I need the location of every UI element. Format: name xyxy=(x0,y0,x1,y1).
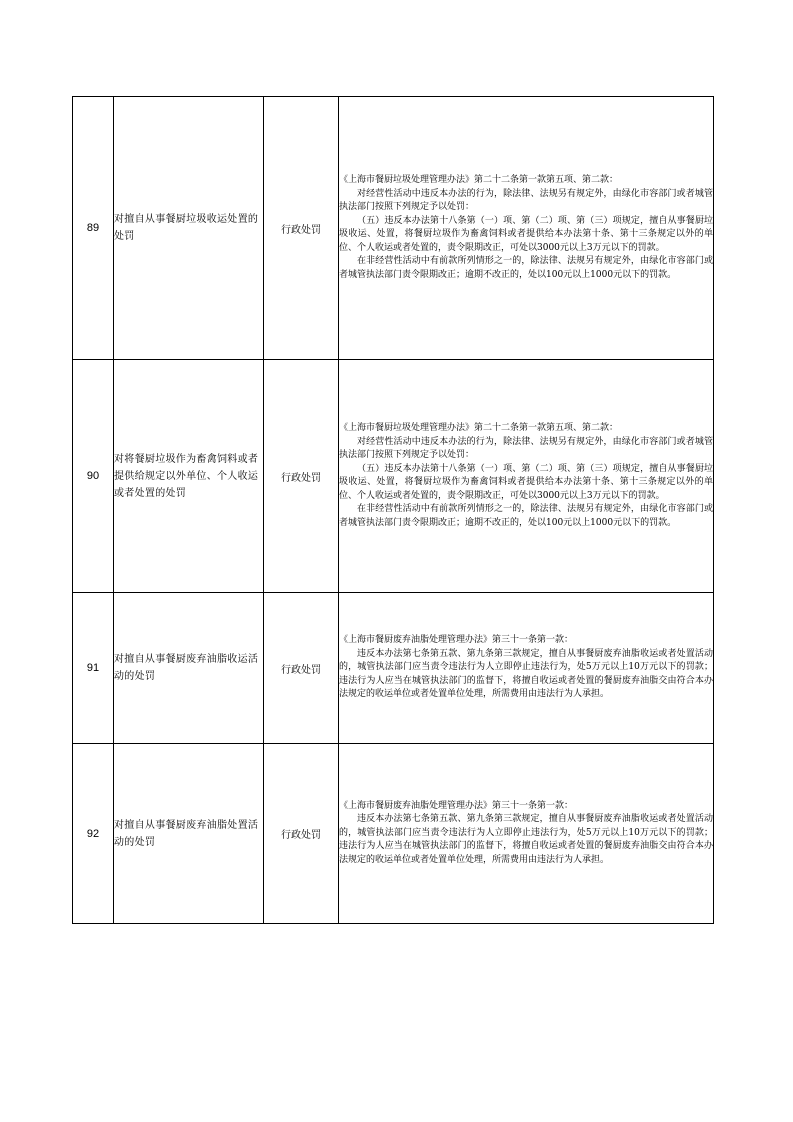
legal-basis xyxy=(339,744,714,924)
legal-basis xyxy=(339,97,714,360)
row-number: 92 xyxy=(73,744,114,924)
row-number: 91 xyxy=(73,593,114,744)
basis-paragraph: 在非经营性活动中有前款所列情形之一的，除法律、法规另有规定外，由绿化市容部门或者城管执法部门责令限期改正；逾期不改正的，处以100元以上1000元以下的罚款。 xyxy=(339,504,713,528)
basis-paragraph: （五）违反本办法第十八条第（一）项、第（二）项、第（三）项规定，擅自从事餐厨垃圾收运、处置，将餐厨垃圾作为畜禽饲料或者提供给本办法第十条、第十三条规定以外的单位、个人收运或者处置的，责令限期改正，可处以3000元以上3万元以下的罚款。 xyxy=(339,463,713,501)
basis-paragraph: 对经营性活动中违反本办法的行为，除法律、法规另有规定外，由绿化市容部门或者城管执法部门按照下列规定予以处罚： xyxy=(339,188,713,212)
basis-paragraph: 对经营性活动中违反本办法的行为，除法律、法规另有规定外，由绿化市容部门或者城管执法部门按照下列规定予以处罚： xyxy=(339,436,713,460)
legal-basis xyxy=(339,593,714,744)
item-name: 对擅自从事餐厨垃圾收运处置的处罚 xyxy=(114,97,264,360)
item-name: 对将餐厨垃圾作为畜禽饲料或者提供给规定以外单位、个人收运或者处置的处罚 xyxy=(114,360,264,593)
item-type: 行政处罚 xyxy=(264,97,339,360)
basis-title: 《上海市餐厨废弃油脂处理管理办法》第三十一条第一款： xyxy=(339,800,574,811)
table-row xyxy=(73,593,714,744)
legal-basis xyxy=(339,360,714,593)
item-type: 行政处罚 xyxy=(264,593,339,744)
basis-paragraph: 违反本办法第七条第五款、第九条第三款规定，擅自从事餐厨废弃油脂收运或者处置活动的，城管执法部门应当责令违法行为人立即停止违法行为，处5万元以上10万元以下的罚款；违法行为人应当在城管执法部门的监督下，将擅自收运或者处置的餐厨废弃油脂交由符合本办法规定的收运单位或者处置单位处理，所需费用由违法行为人承担。 xyxy=(339,648,713,700)
item-name: 对擅自从事餐厨废弃油脂收运活动的处罚 xyxy=(114,593,264,744)
table-row xyxy=(73,97,714,360)
basis-paragraph: 违反本办法第七条第五款、第九条第三款规定，擅自从事餐厨废弃油脂收运或者处置活动的，城管执法部门应当责令违法行为人立即停止违法行为，处5万元以上10万元以下的罚款；违法行为人应当在城管执法部门的监督下，将擅自收运或者处置的餐厨废弃油脂交由符合本办法规定的收运单位或者处置单位处理，所需费用由违法行为人承担。 xyxy=(339,814,713,865)
item-type: 行政处罚 xyxy=(264,360,339,593)
row-number: 90 xyxy=(73,360,114,593)
item-name: 对擅自从事餐厨废弃油脂处置活动的处罚 xyxy=(114,744,264,924)
basis-title: 《上海市餐厨垃圾处理管理办法》第二十二条第一款第五项、第二款： xyxy=(339,175,619,185)
basis-title: 《上海市餐厨废弃油脂处理管理办法》第三十一条第一款： xyxy=(339,635,574,646)
item-type: 行政处罚 xyxy=(264,744,339,924)
row-number: 89 xyxy=(73,97,114,360)
penalty-table xyxy=(72,96,714,924)
basis-paragraph: 在非经营性活动中有前款所列情形之一的，除法律、法规另有规定外，由绿化市容部门或者城管执法部门责令限期改正；逾期不改正的，处以100元以上1000元以下的罚款。 xyxy=(339,256,713,280)
basis-title: 《上海市餐厨垃圾处理管理办法》第二十二条第一款第五项、第二款： xyxy=(339,423,619,433)
table-row xyxy=(73,360,714,593)
table-row xyxy=(73,744,714,924)
basis-paragraph: （五）违反本办法第十八条第（一）项、第（二）项、第（三）项规定，擅自从事餐厨垃圾收运、处置，将餐厨垃圾作为畜禽饲料或者提供给本办法第十条、第十三条规定以外的单位、个人收运或者处置的，责令限期改正，可处以3000元以上3万元以下的罚款。 xyxy=(339,215,713,253)
